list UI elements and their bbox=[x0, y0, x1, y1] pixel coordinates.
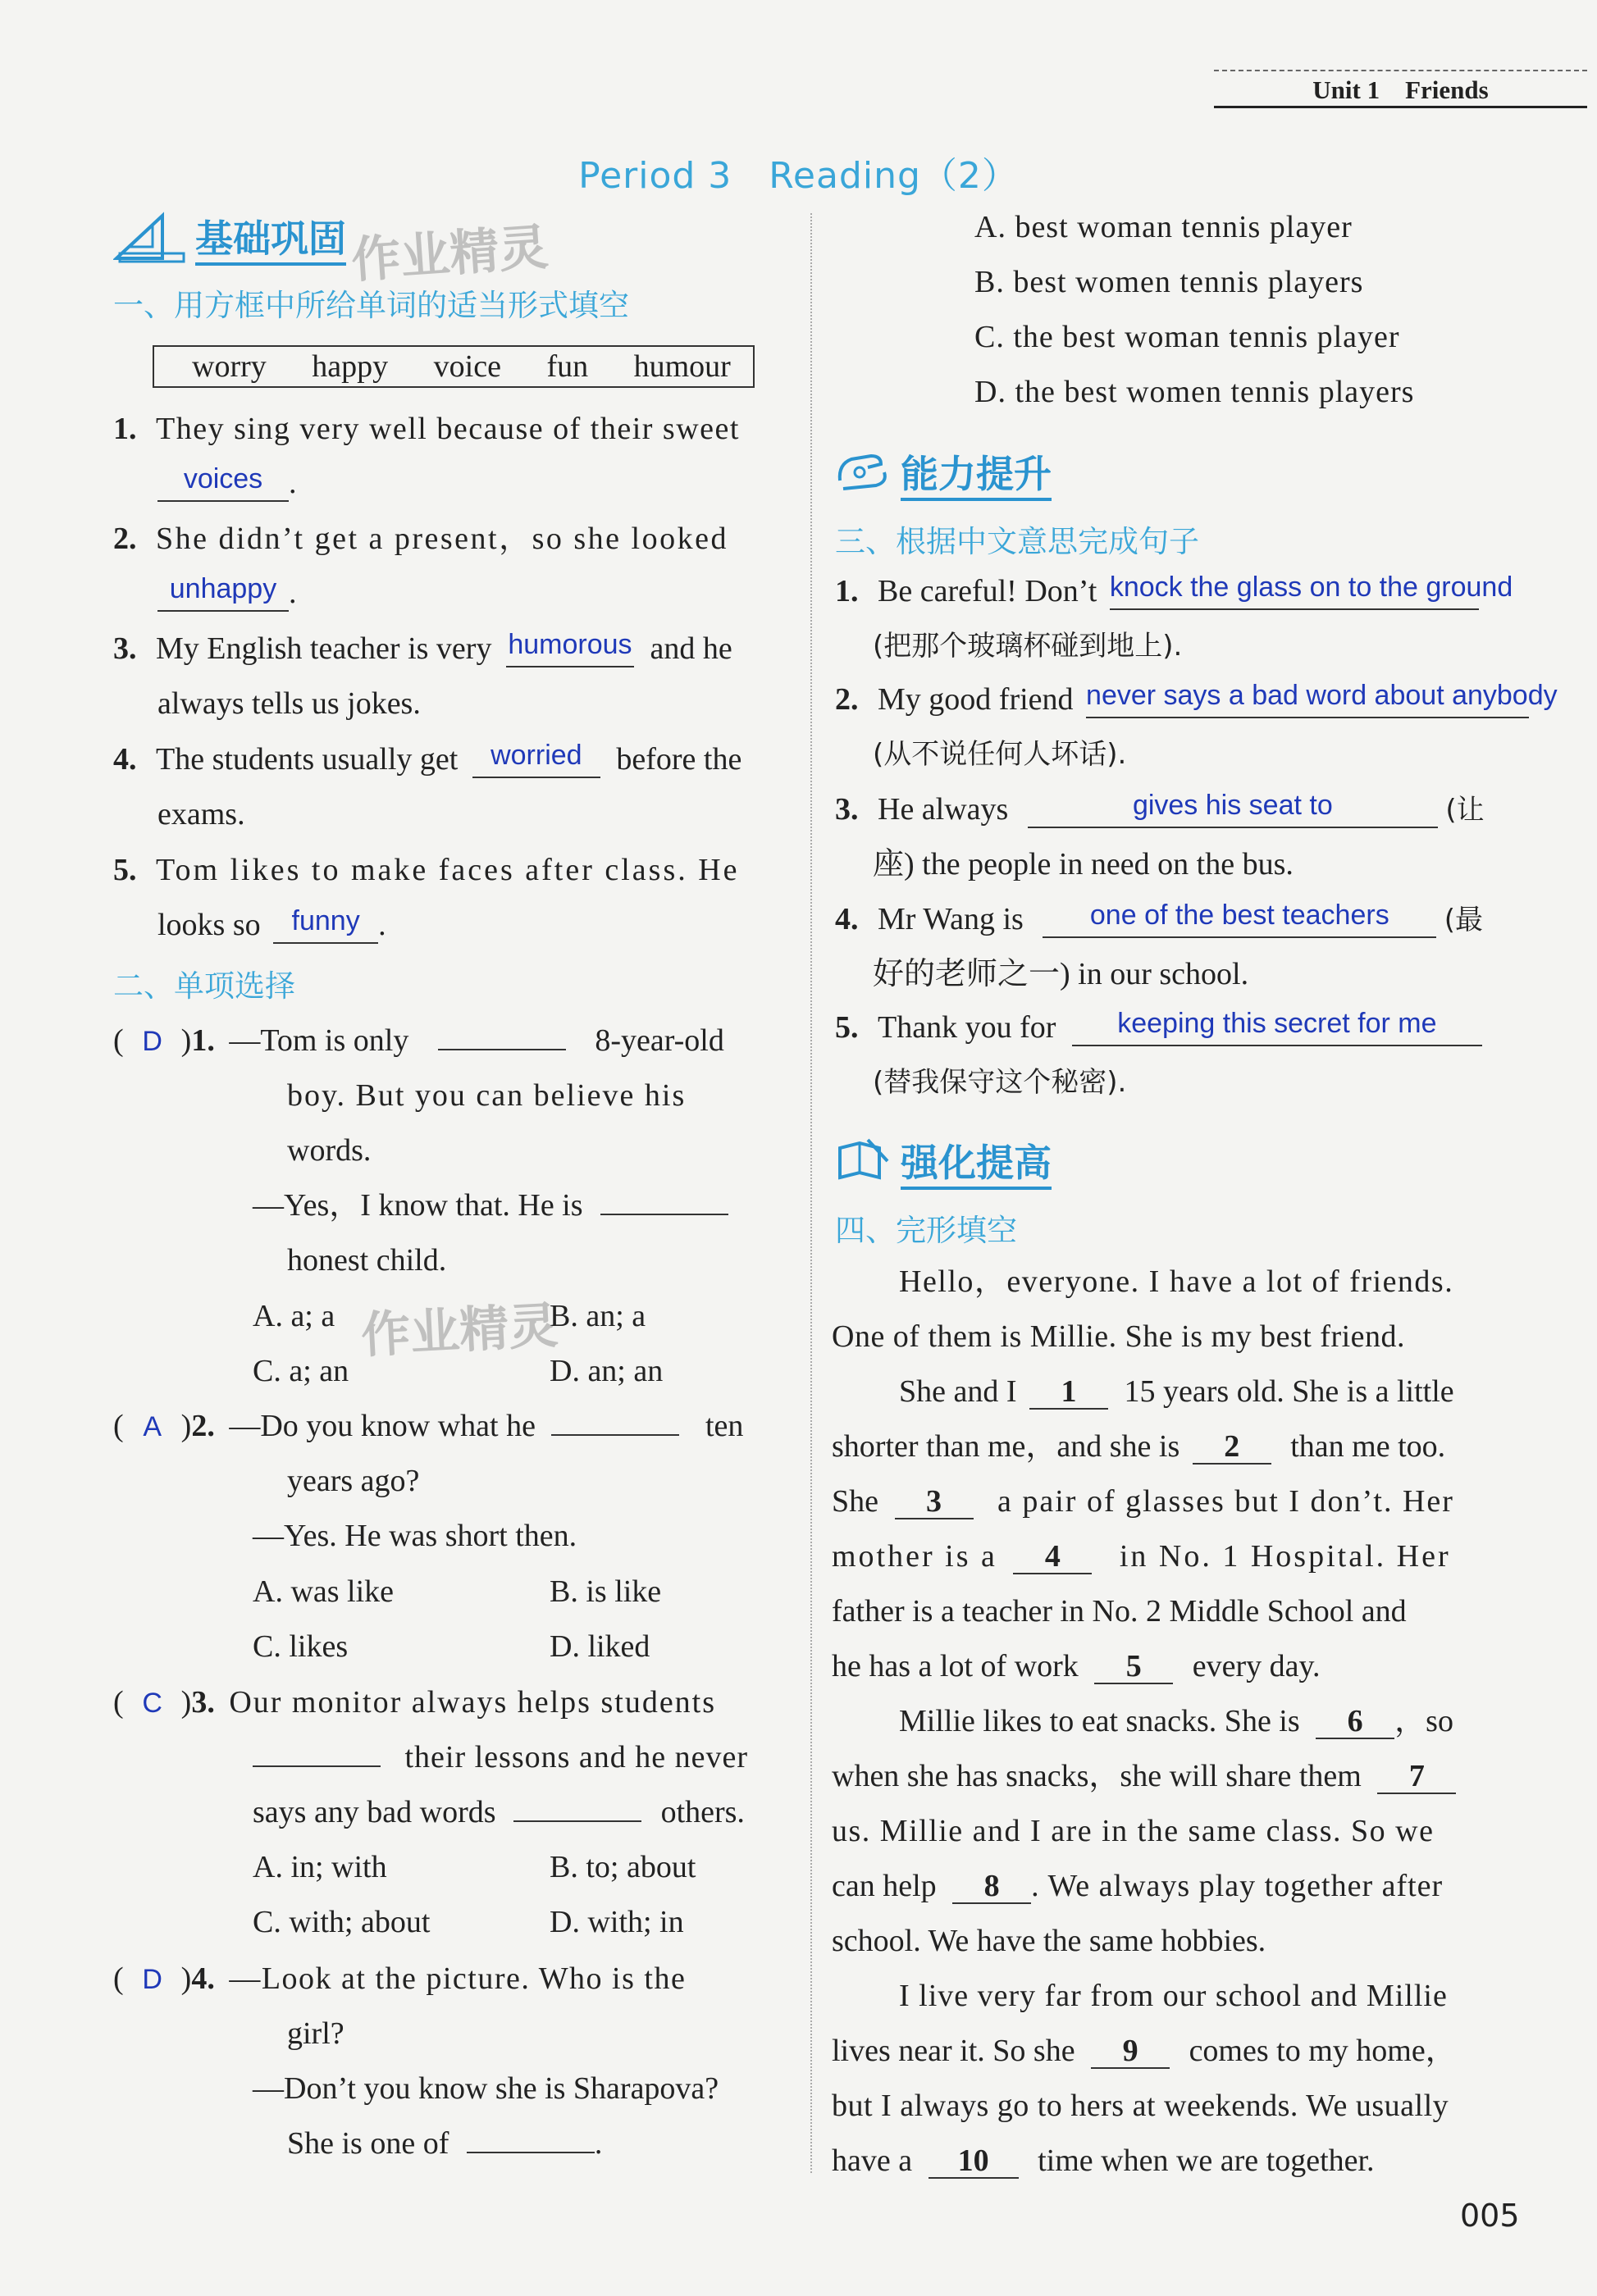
cloze-line: shorter than me，and she is 2 than me too. bbox=[832, 1429, 1446, 1464]
mc-line: —Don’t you know she is Sharapova? bbox=[253, 2071, 719, 2106]
section-banner-ability bbox=[835, 444, 1052, 506]
translate-item-line2: (替我保守这个秘密). bbox=[873, 1066, 1127, 1099]
answer-blank[interactable]: one of the best teachers bbox=[1043, 903, 1436, 938]
translate-item: 1. Be careful! Don’t knock the glass on to the ground bbox=[835, 572, 1513, 608]
column-divider bbox=[810, 213, 812, 2173]
mc-option[interactable]: B. best women tennis players bbox=[974, 265, 1364, 299]
watermark-top: 作业精灵 bbox=[349, 218, 550, 290]
watermark-middle: 作业精灵 bbox=[359, 1296, 559, 1365]
word: fun bbox=[546, 349, 589, 384]
cloze-line: She 3 a pair of glasses but I don’t. Her bbox=[832, 1484, 1454, 1519]
cloze-blank[interactable]: 9 bbox=[1091, 2034, 1170, 2069]
cloze-blank[interactable]: 3 bbox=[895, 1485, 974, 1519]
cloze-blank[interactable]: 6 bbox=[1316, 1705, 1394, 1739]
translate-item: 4. Mr Wang is one of the best teachers (最 bbox=[835, 900, 1484, 936]
mc-option[interactable]: D. an; an bbox=[550, 1354, 664, 1388]
fill-item: 4. The students usually get worried before the bbox=[113, 740, 742, 777]
mc-line: —Yes. He was short then. bbox=[253, 1519, 577, 1553]
answer-blank[interactable]: never says a bad word about anybody bbox=[1086, 683, 1529, 718]
translate-item-line2: 好的老师之一) in our school. bbox=[873, 957, 1249, 991]
translate-item-line2: (从不说任何人坏话). bbox=[873, 738, 1127, 771]
mc-question: ( C )3. Our monitor always helps students bbox=[113, 1675, 716, 1731]
cloze-blank[interactable]: 10 bbox=[929, 2144, 1019, 2179]
answer-blank[interactable]: worried bbox=[472, 743, 600, 778]
section-banner-basic bbox=[113, 209, 346, 272]
word: happy bbox=[312, 349, 389, 384]
cloze-blank[interactable]: 5 bbox=[1094, 1650, 1173, 1684]
cloze-line: Hello，everyone. I have a lot of friends. bbox=[899, 1264, 1454, 1299]
mc-line: girl? bbox=[287, 2016, 344, 2051]
section-banner-strengthen bbox=[835, 1133, 1052, 1195]
cloze-line: One of them is Millie. She is my best friend. bbox=[832, 1319, 1406, 1354]
exercise-heading-2: 二、单项选择 bbox=[113, 968, 295, 1004]
answer-blank[interactable]: unhappy bbox=[157, 576, 289, 612]
unit-label: Unit 1 bbox=[1312, 75, 1380, 104]
section-banner-label: 强化提高 bbox=[901, 1141, 1052, 1190]
cloze-line: school. We have the same hobbies. bbox=[832, 1924, 1266, 1958]
answer-blank[interactable]: knock the glass on to the ground bbox=[1110, 575, 1479, 610]
mc-line: honest child. bbox=[287, 1243, 447, 1278]
word: voice bbox=[433, 349, 501, 384]
fill-item-line2: unhappy . bbox=[157, 566, 297, 621]
exercise-heading-3: 三、根据中文意思完成句子 bbox=[835, 524, 1199, 559]
cloze-blank[interactable]: 4 bbox=[1013, 1540, 1092, 1574]
mc-option[interactable]: B. is like bbox=[550, 1574, 662, 1609]
answer-blank[interactable]: funny bbox=[273, 909, 378, 944]
mc-line: their lessons and he never bbox=[253, 1730, 748, 1785]
exercise-heading-4: 四、完形填空 bbox=[835, 1213, 1017, 1248]
mc-option[interactable]: C. the best woman tennis player bbox=[974, 320, 1400, 354]
fill-item-line2: voices . bbox=[157, 456, 297, 511]
translate-item: 2. My good friend never says a bad word about anybody bbox=[835, 680, 1558, 717]
cloze-line: mother is a 4 in No. 1 Hospital. Her bbox=[832, 1539, 1451, 1574]
cloze-line: but I always go to hers at weekends. We usually bbox=[832, 2089, 1449, 2123]
unit-header bbox=[1214, 70, 1587, 108]
mc-line: She is one of . bbox=[287, 2126, 603, 2161]
fill-item-line2: looks so funny . bbox=[157, 905, 386, 942]
fill-item: 1. They sing very well because of their sweet bbox=[113, 412, 740, 446]
cloze-blank[interactable]: 7 bbox=[1377, 1760, 1456, 1794]
answer-blank[interactable] bbox=[600, 1214, 728, 1215]
mc-answer: D bbox=[142, 1026, 162, 1057]
mc-question: ( D )4. —Look at the picture. Who is the bbox=[113, 1952, 686, 2007]
word: humour bbox=[633, 349, 731, 384]
cloze-line: She and I 1 15 years old. She is a little bbox=[899, 1374, 1454, 1409]
fill-item-line2: always tells us jokes. bbox=[157, 686, 421, 721]
mc-question: ( A )2. —Do you know what he ten bbox=[113, 1399, 743, 1455]
mc-line: —Yes，I know that. He is bbox=[253, 1178, 728, 1233]
cloze-line: have a 10 time when we are together. bbox=[832, 2143, 1375, 2178]
mc-line: words. bbox=[287, 1133, 372, 1168]
fill-item-line2: exams. bbox=[157, 797, 245, 831]
answer-blank[interactable] bbox=[551, 1434, 679, 1436]
answer-blank[interactable] bbox=[513, 1820, 641, 1822]
mc-option[interactable]: D. the best women tennis players bbox=[974, 375, 1415, 409]
cloze-line: can help 8 . We always play together after bbox=[832, 1869, 1444, 1903]
cloze-line: when she has snacks，she will share them 7 bbox=[832, 1749, 1456, 1804]
answer-blank[interactable]: voices bbox=[157, 467, 289, 502]
mc-option[interactable]: A. a; a bbox=[253, 1299, 335, 1333]
section-banner-label: 能力提升 bbox=[901, 452, 1052, 501]
page-number: 005 bbox=[1460, 2198, 1520, 2234]
mc-option[interactable]: D. with; in bbox=[550, 1905, 684, 1939]
answer-blank[interactable]: gives his seat to bbox=[1028, 793, 1438, 828]
cloze-blank[interactable]: 2 bbox=[1193, 1430, 1271, 1465]
mc-option[interactable]: C. a; an bbox=[253, 1354, 349, 1388]
section-banner-label: 基础巩固 bbox=[195, 216, 346, 266]
exercise-heading-1: 一、用方框中所给单词的适当形式填空 bbox=[113, 288, 629, 323]
page-title: Period 3 Reading（2） bbox=[578, 155, 1019, 197]
cloze-line: lives near it. So she 9 comes to my home， bbox=[832, 2034, 1457, 2068]
mc-line: says any bad words others. bbox=[253, 1795, 745, 1829]
translate-item: 5. Thank you for keeping this secret for me bbox=[835, 1000, 1482, 1055]
fill-item: 3. My English teacher is very humorous and he bbox=[113, 629, 732, 666]
cloze-line: father is a teacher in No. 2 Middle School and bbox=[832, 1594, 1407, 1629]
word: worry bbox=[192, 349, 267, 384]
cloze-line: Millie likes to eat snacks. She is 6 ，so bbox=[899, 1704, 1453, 1738]
mc-option[interactable]: C. likes bbox=[253, 1629, 349, 1664]
mc-answer: D bbox=[142, 1964, 162, 1995]
hands-icon bbox=[835, 448, 892, 506]
cloze-line: he has a lot of work 5 every day. bbox=[832, 1649, 1321, 1683]
mc-answer: A bbox=[143, 1411, 162, 1442]
mc-line: boy. But you can believe his bbox=[287, 1078, 687, 1113]
translate-item-line2: 座) the people in need on the bus. bbox=[873, 847, 1294, 882]
mc-option[interactable]: A. in; with bbox=[253, 1850, 387, 1884]
mc-option[interactable]: A. was like bbox=[253, 1574, 395, 1609]
fill-item: 5. Tom likes to make faces after class. He bbox=[113, 853, 740, 887]
answer-blank[interactable] bbox=[467, 2152, 595, 2153]
fill-item: 2. She didn’t get a present，so she looked bbox=[113, 522, 728, 556]
mc-question: ( D )1. —Tom is only 8-year-old bbox=[113, 1014, 724, 1069]
unit-title: Friends bbox=[1405, 75, 1489, 104]
mc-option[interactable]: B. to; about bbox=[550, 1850, 696, 1884]
answer-blank[interactable] bbox=[253, 1765, 381, 1767]
answer-blank[interactable] bbox=[438, 1049, 566, 1050]
mc-line: years ago? bbox=[287, 1464, 420, 1498]
mc-answer: C bbox=[142, 1688, 162, 1719]
cloze-line: I live very far from our school and Millie bbox=[899, 1979, 1448, 2013]
ruler-triangle-icon bbox=[113, 211, 187, 272]
mc-option[interactable]: C. with; about bbox=[253, 1905, 431, 1939]
mc-option[interactable]: A. best woman tennis player bbox=[974, 210, 1353, 244]
mc-option[interactable]: B. an; a bbox=[550, 1299, 646, 1333]
cloze-blank[interactable]: 1 bbox=[1029, 1375, 1108, 1410]
book-pen-icon bbox=[835, 1137, 892, 1195]
mc-option[interactable]: D. liked bbox=[550, 1629, 650, 1664]
cloze-line: us. Millie and I are in the same class. So we bbox=[832, 1814, 1435, 1848]
translate-item: 3. He always gives his seat to (让 bbox=[835, 790, 1485, 827]
answer-blank[interactable]: keeping this secret for me bbox=[1072, 1011, 1482, 1046]
cloze-blank[interactable]: 8 bbox=[952, 1870, 1031, 1904]
answer-blank[interactable]: humorous bbox=[506, 632, 634, 667]
translate-item-line2: (把那个玻璃杯碰到地上). bbox=[873, 630, 1183, 663]
word-box bbox=[153, 345, 755, 388]
